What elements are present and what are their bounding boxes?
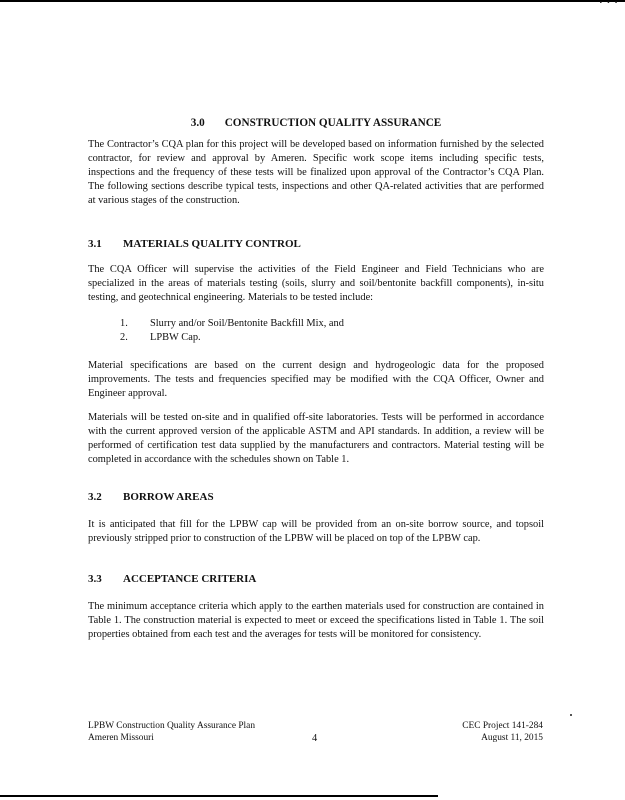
subsection-title: BORROW AREAS [123,491,214,503]
materials-paragraph-3: Materials will be tested on-site and in qualified off-site laboratories. Tests will be performed in accordance with the current approved version of the applicable ASTM and API standards. In addition, a review will be performed of certification test data supplied by the manufacturers and contractors. Material testing will be completed in accordance with the schedules shown on Table 1. [88,412,544,465]
scan-corner-mark: ▪ ▪ ▪ [599,0,619,6]
subsection-number: 3.3 [88,573,102,585]
footer-project-number: CEC Project 141-284 [462,721,543,731]
materials-paragraph-2: Material specifications are based on the current design and hydrogeologic data for the proposed improvements. The tests and frequencies specified may be modified with the CQA Officer, Owner and Engineer approval. [88,360,544,399]
list-item [120,317,540,331]
list-marker: 2. [120,332,128,343]
footer-right [462,720,543,744]
materials-list [120,317,540,345]
scan-bottom-edge [0,795,438,797]
scan-speck [570,714,572,716]
subsection-heading-3-3 [88,573,544,586]
list-item-text: LPBW Cap. [150,332,201,343]
subsection-heading-3-2 [88,491,544,504]
section-title-text: CONSTRUCTION QUALITY ASSURANCE [224,117,442,129]
subsection-number: 3.1 [88,238,102,250]
scan-top-edge [0,0,625,2]
list-item-text: Slurry and/or Soil/Bentonite Backfill Mix, and [150,318,344,329]
subsection-title: MATERIALS QUALITY CONTROL [123,238,301,250]
intro-paragraph: The Contractor’s CQA plan for this project will be developed based on information furnished by the selected contractor, for review and approval by Ameren. Specific work scope items including specific tests, inspections and the frequency of these tests will be finalized upon approval of the Contractor’s CQA Plan. The following sections describe typical tests, inspections and other QA-related activities that are performed at various stages of the construction. [88,139,544,206]
borrow-areas-paragraph: It is anticipated that fill for the LPBW cap will be provided from an on-site borrow source, and topsoil previously stripped prior to construction of the LPBW will be placed on top of the LPBW cap. [88,519,544,544]
footer-date: August 11, 2015 [481,733,543,743]
subsection-title: ACCEPTANCE CRITERIA [123,573,257,585]
section-title [88,117,544,130]
subsection-heading-3-1 [88,238,544,251]
subsection-number: 3.2 [88,491,102,503]
acceptance-criteria-paragraph: The minimum acceptance criteria which apply to the earthen materials used for construction are contained in Table 1. The construction material is expected to meet or exceed the specifications listed in Table 1. The soil properties obtained from each test and the averages for tests will be monitored for consistency. [88,601,544,640]
section-number: 3.0 [190,117,205,129]
page-number: 4 [312,733,318,744]
footer-document-title: LPBW Construction Quality Assurance Plan [88,721,256,731]
materials-paragraph-1: The CQA Officer will supervise the activities of the Field Engineer and Field Technicians who are specialized in the areas of materials testing (soils, slurry and soil/bentonite backfill components), in-situ testing, and geotechnical engineering. Materials to be tested include: [88,264,544,303]
list-marker: 1. [120,318,128,329]
list-item [120,331,540,345]
footer-left [88,720,255,744]
footer-client: Ameren Missouri [88,733,154,743]
